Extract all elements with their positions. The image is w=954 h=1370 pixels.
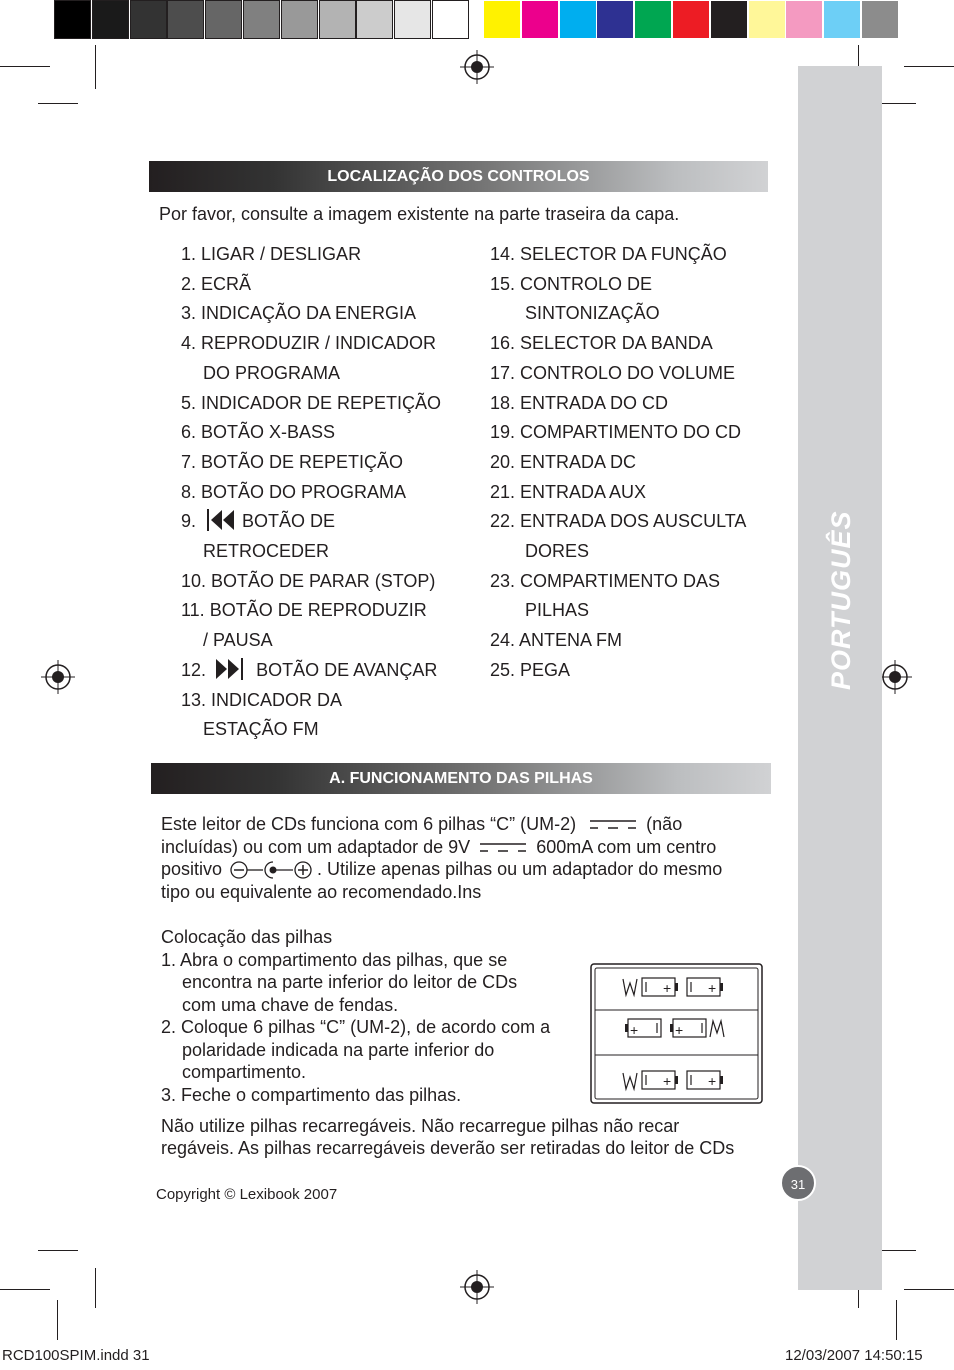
install-step: 3. Feche o compartimento das pilhas. — [161, 1085, 462, 1105]
install-title: Colocação das pilhas — [161, 927, 333, 947]
rewind-icon — [205, 508, 237, 532]
gray-swatch — [433, 1, 468, 38]
list-item: ESTAÇÃO FM — [203, 719, 319, 740]
list-item: 4. REPRODUZIR / INDICADOR — [181, 333, 437, 354]
list-item: 18. ENTRADA DO CD — [490, 392, 669, 413]
gray-swatch — [93, 1, 128, 38]
list-item: 25. PEGA — [490, 659, 571, 680]
text-run: 600mA com um centro — [536, 837, 717, 857]
install-step: polaridade indicada na parte inferior do — [182, 1040, 495, 1060]
dc-symbol-icon — [589, 818, 639, 832]
color-swatch — [484, 1, 520, 38]
registration-mark-icon — [460, 1270, 494, 1304]
list-item: 16. SELECTOR DA BANDA — [490, 333, 713, 354]
list-item: 17. CONTROLO DO VOLUME — [490, 362, 736, 383]
install-step: encontra na parte inferior do leitor de CDs — [182, 972, 518, 992]
color-swatch — [522, 1, 558, 38]
list-item: / PAUSA — [203, 630, 273, 651]
list-item: 7. BOTÃO DE REPETIÇÃO — [181, 451, 404, 472]
list-item: 20. ENTRADA DC — [490, 451, 637, 472]
gray-swatch — [206, 1, 241, 38]
gray-swatch — [320, 1, 355, 38]
list-item: RETROCEDER — [203, 541, 330, 562]
list-item: 8. BOTÃO DO PROGRAMA — [181, 481, 407, 502]
list-item: 24. ANTENA FM — [490, 630, 623, 651]
registration-mark-icon — [460, 50, 494, 84]
section-header-controls: LOCALIZAÇÃO DOS CONTROLOS — [149, 161, 768, 192]
color-swatch — [862, 1, 898, 38]
list-item-number: 9. — [181, 511, 197, 532]
list-item: 5. INDICADOR DE REPETIÇÃO — [181, 392, 442, 413]
list-item-number: 12. — [181, 659, 207, 680]
batteries-paragraph-line — [161, 813, 682, 835]
list-item: 1. LIGAR / DESLIGAR — [181, 244, 362, 264]
slug-file: RCD100SPIM.indd 31 — [2, 1347, 150, 1364]
text-run: . Utilize apenas pilhas ou um adaptador do mesmo — [317, 859, 723, 879]
gray-swatch — [282, 1, 317, 38]
list-item-label: BOTÃO DE — [242, 511, 336, 532]
color-swatch — [597, 1, 633, 38]
list-item: 2. ECRÃ — [181, 273, 252, 294]
batteries-paragraph-line — [161, 836, 716, 858]
gray-swatch — [395, 1, 430, 38]
text-run: incluídas) ou com um adaptador de 9V — [161, 837, 471, 857]
copyright: Copyright © Lexibook 2007 — [156, 1186, 338, 1203]
list-item: DORES — [525, 541, 590, 562]
controls-list-left — [181, 240, 441, 745]
controls-list-right — [490, 240, 746, 686]
warning-line: regáveis. As pilhas recarregáveis deverão ser retiradas do leitor de CDs — [161, 1138, 735, 1158]
gray-swatch — [168, 1, 203, 38]
color-swatch — [786, 1, 822, 38]
list-item: SINTONIZAÇÃO — [525, 303, 660, 324]
svg-text:+: + — [708, 1073, 717, 1089]
section-header-batteries: A. FUNCIONAMENTO DAS PILHAS — [151, 763, 771, 794]
gray-swatch — [131, 1, 166, 38]
install-step: 2. Coloque 6 pilhas “C” (UM-2), de acordo com a — [161, 1017, 551, 1037]
battery-polarity-diagram — [590, 963, 763, 1104]
text-run: positivo — [161, 859, 223, 879]
install-step: compartimento. — [182, 1062, 307, 1082]
svg-text:+: + — [708, 980, 717, 996]
list-item: 22. ENTRADA DOS AUSCULTA — [490, 511, 747, 532]
list-item: DO PROGRAMA — [203, 362, 341, 383]
center-positive-polarity-icon — [229, 859, 317, 881]
color-swatch — [560, 1, 596, 38]
list-item: PILHAS — [525, 600, 590, 621]
list-item: 11. BOTÃO DE REPRODUZIR — [181, 600, 427, 621]
list-item: 14. SELECTOR DA FUNÇÃO — [490, 244, 727, 264]
list-item: 19. COMPARTIMENTO DO CD — [490, 422, 742, 443]
batteries-paragraph-line: tipo ou equivalente ao recomendado.Ins — [161, 882, 482, 902]
list-item — [181, 507, 441, 537]
color-swatch — [635, 1, 671, 38]
controls-intro: Por favor, consulte a imagem existente na parte traseira da capa. — [159, 204, 680, 224]
list-item — [181, 656, 441, 686]
text-run: Este leitor de CDs funciona com 6 pilhas “C” (UM-2) — [161, 814, 577, 834]
svg-text:+: + — [630, 1022, 639, 1038]
color-swatch — [824, 1, 860, 38]
list-item: 15. CONTROLO DE — [490, 273, 653, 294]
dc-symbol-icon — [479, 841, 529, 855]
install-step: 1. Abra o compartimento das pilhas, que se — [161, 950, 508, 970]
list-item: 13. INDICADOR DA — [181, 689, 343, 710]
registration-mark-icon — [878, 660, 912, 694]
gray-swatch — [357, 1, 392, 38]
list-item: 21. ENTRADA AUX — [490, 481, 647, 502]
color-swatch — [673, 1, 709, 38]
registration-mark-icon — [41, 660, 75, 694]
batteries-paragraph-line — [161, 858, 722, 881]
list-item: 10. BOTÃO DE PARAR (STOP) — [181, 570, 436, 591]
svg-text:+: + — [675, 1022, 684, 1038]
page-number: 31 — [780, 1165, 816, 1201]
color-swatch — [749, 1, 785, 38]
list-item: 6. BOTÃO X-BASS — [181, 422, 336, 443]
text-run: (não — [646, 814, 683, 834]
warning-line: Não utilize pilhas recarregáveis. Não recarregue pilhas não recar — [161, 1116, 680, 1136]
language-tab: PORTUGUÊS — [826, 510, 856, 690]
gray-swatch — [55, 1, 90, 38]
slug-datetime: 12/03/2007 14:50:15 — [785, 1347, 923, 1364]
gray-swatch — [244, 1, 279, 38]
svg-text:+: + — [663, 980, 672, 996]
list-item: 23. COMPARTIMENTO DAS — [490, 570, 721, 591]
svg-text:+: + — [663, 1073, 672, 1089]
list-item-label: BOTÃO DE AVANÇAR — [256, 659, 438, 680]
list-item: 3. INDICAÇÃO DA ENERGIA — [181, 303, 417, 324]
fast-forward-icon — [213, 657, 245, 681]
color-swatch — [711, 1, 747, 38]
install-step: com uma chave de fendas. — [182, 995, 399, 1015]
